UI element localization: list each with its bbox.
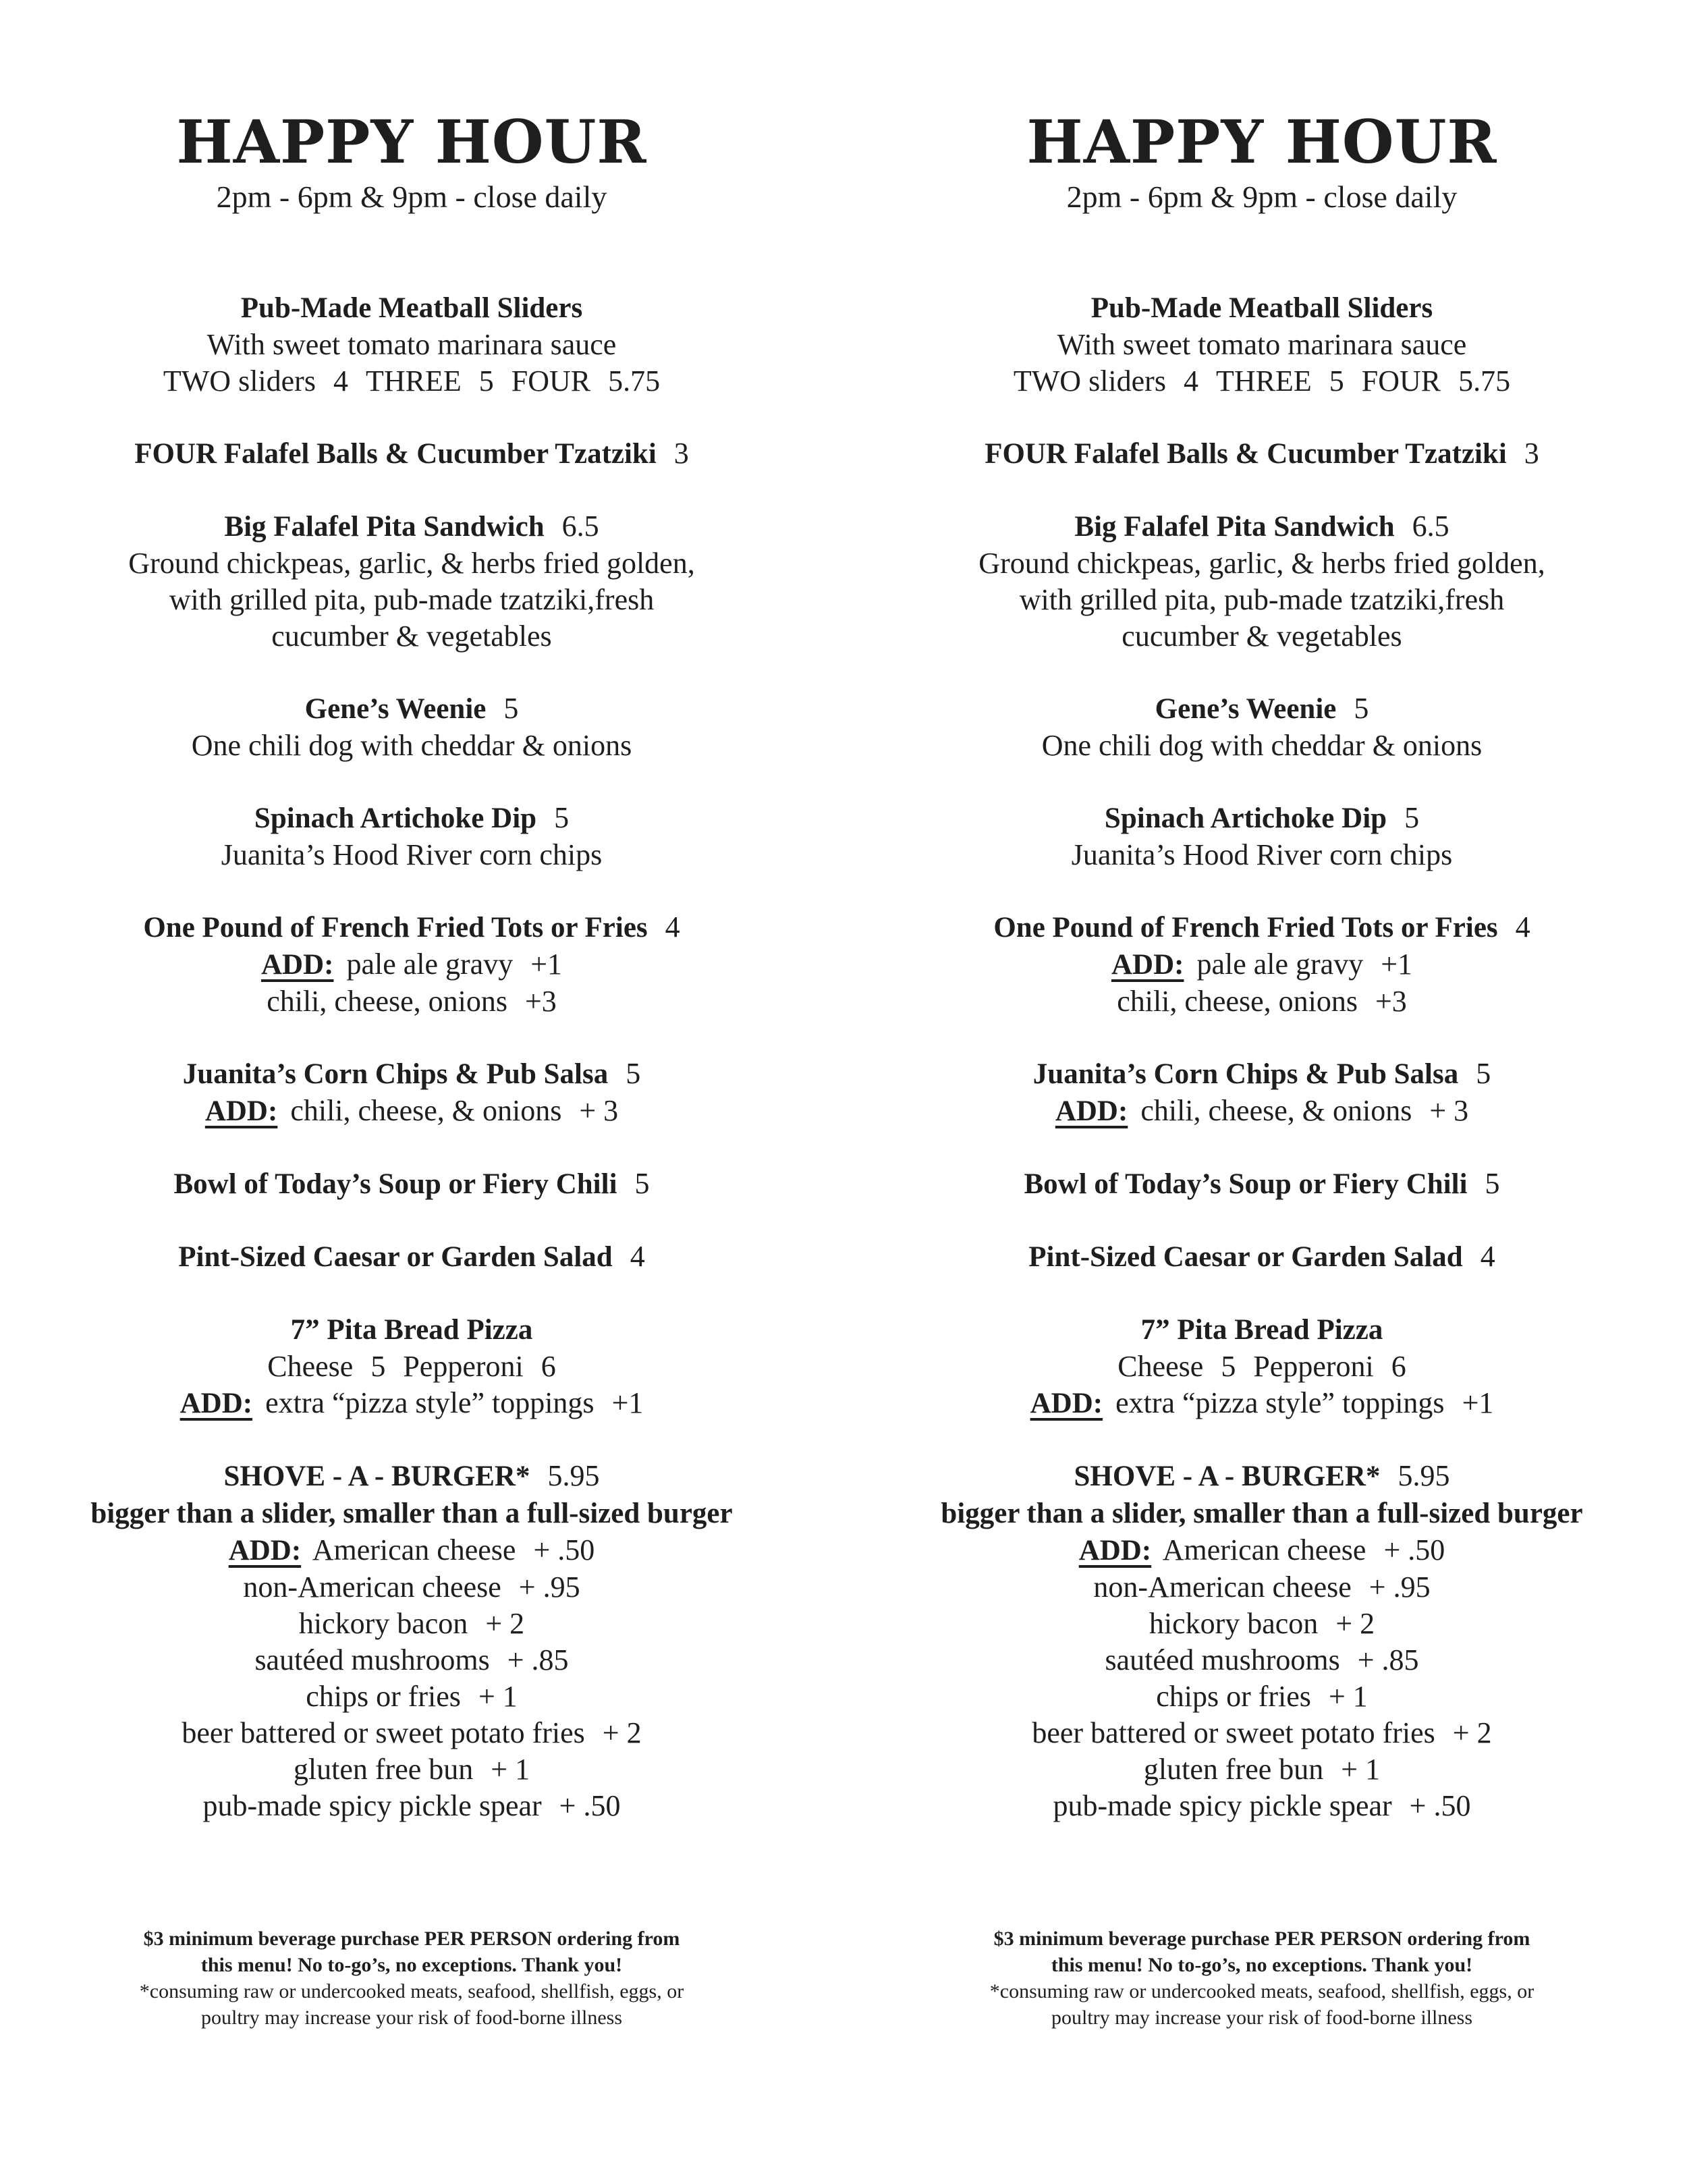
menu-items bbox=[850, 290, 1674, 1860]
menu-item-line bbox=[0, 618, 823, 655]
menu-items bbox=[0, 290, 823, 1860]
menu-item-line bbox=[0, 1751, 823, 1788]
item-price: + .85 bbox=[507, 1643, 569, 1676]
menu-item-line bbox=[850, 1238, 1674, 1276]
menu-item-line bbox=[850, 582, 1674, 618]
menu-item-line bbox=[850, 1056, 1674, 1093]
item-name: SHOVE - A - BURGER* bbox=[223, 1460, 530, 1492]
item-name: Gene’s Weenie bbox=[304, 693, 487, 725]
item-description: non-American cheese bbox=[1093, 1571, 1352, 1604]
item-price: +3 bbox=[1375, 985, 1407, 1018]
menu-item-line bbox=[0, 1385, 823, 1422]
item-description: One chili dog with cheddar & onions bbox=[191, 729, 632, 762]
item-name: bigger than a slider, smaller than a full-sized burger bbox=[941, 1498, 1583, 1529]
item-price: + 1 bbox=[1328, 1680, 1368, 1713]
item-name: Big Falafel Pita Sandwich bbox=[224, 511, 545, 543]
item-price: + 2 bbox=[602, 1716, 642, 1749]
menu-item-line bbox=[850, 1788, 1674, 1824]
menu-item-line bbox=[850, 909, 1674, 946]
item-name: Pint-Sized Caesar or Garden Salad bbox=[1028, 1241, 1463, 1273]
menu-item-line bbox=[0, 1569, 823, 1606]
item-price: 5 bbox=[634, 1167, 650, 1200]
item-name: One Pound of French Fried Tots or Fries bbox=[143, 912, 648, 944]
menu-item-line bbox=[850, 363, 1674, 400]
menu-item-line bbox=[0, 582, 823, 618]
menu-item-line bbox=[850, 728, 1674, 764]
item-price: 5.75 bbox=[608, 364, 661, 398]
item-price: + 1 bbox=[1341, 1753, 1381, 1786]
item-description: Cheese bbox=[267, 1350, 354, 1383]
menu-item-line bbox=[850, 983, 1674, 1020]
menu-item bbox=[0, 909, 823, 1020]
menu-item-line bbox=[850, 290, 1674, 327]
menu-item-line bbox=[850, 1678, 1674, 1715]
menu-item-line bbox=[850, 508, 1674, 545]
item-description: TWO sliders bbox=[1013, 364, 1166, 398]
item-name: bigger than a slider, smaller than a full-sized burger bbox=[90, 1498, 733, 1529]
item-price: 5 bbox=[1476, 1057, 1491, 1090]
item-price: + .50 bbox=[533, 1533, 595, 1566]
menu-item-line bbox=[0, 909, 823, 946]
item-name: Bowl of Today’s Soup or Fiery Chili bbox=[1024, 1168, 1468, 1200]
item-name: One Pound of French Fried Tots or Fries bbox=[993, 912, 1498, 944]
item-description: One chili dog with cheddar & onions bbox=[1041, 729, 1483, 762]
menu-item-line bbox=[850, 1348, 1674, 1385]
item-description: American cheese bbox=[1162, 1533, 1366, 1566]
item-price: 5 bbox=[1221, 1350, 1236, 1383]
menu-item bbox=[850, 1458, 1674, 1824]
menu-item-line bbox=[0, 1642, 823, 1678]
menu-item-line bbox=[850, 1458, 1674, 1495]
add-label: ADD: bbox=[179, 1388, 253, 1419]
item-description: chili, cheese, & onions bbox=[1140, 1094, 1412, 1127]
menu-item bbox=[850, 290, 1674, 400]
menu-item-line bbox=[0, 290, 823, 327]
item-price: 6 bbox=[541, 1350, 556, 1383]
item-price: +1 bbox=[611, 1386, 644, 1419]
footer-line1: $3 minimum beverage purchase PER PERSON ordering from bbox=[143, 1928, 680, 1950]
item-price: 4 bbox=[1183, 364, 1198, 398]
item-description: pale ale gravy bbox=[346, 948, 514, 981]
item-name: Juanita’s Corn Chips & Pub Salsa bbox=[182, 1058, 609, 1090]
item-name: FOUR Falafel Balls & Cucumber Tzatziki bbox=[985, 438, 1507, 470]
footer-line2: this menu! No to-go’s, no exceptions. Thank you! bbox=[1051, 1954, 1473, 1976]
item-description: beer battered or sweet potato fries bbox=[182, 1716, 585, 1749]
item-price: + .95 bbox=[1368, 1571, 1431, 1604]
menu-item-line bbox=[850, 327, 1674, 363]
menu-item-line bbox=[850, 1606, 1674, 1642]
item-description: hickory bacon bbox=[1149, 1607, 1319, 1640]
item-price: + 3 bbox=[1429, 1094, 1469, 1127]
item-description: sautéed mushrooms bbox=[254, 1643, 490, 1676]
item-price: 5 bbox=[554, 801, 570, 834]
item-price: 5 bbox=[626, 1057, 641, 1090]
item-price: 4 bbox=[665, 910, 680, 944]
item-name: Pint-Sized Caesar or Garden Salad bbox=[178, 1241, 613, 1273]
item-price: + 2 bbox=[1335, 1607, 1375, 1640]
menu-item bbox=[0, 1311, 823, 1422]
menu-item-line bbox=[0, 983, 823, 1020]
menu-item-line bbox=[850, 1642, 1674, 1678]
item-description: gluten free bun bbox=[1143, 1753, 1324, 1786]
item-price: + .50 bbox=[1383, 1533, 1445, 1566]
menu-item-line bbox=[0, 1606, 823, 1642]
item-description: TWO sliders bbox=[163, 364, 316, 398]
menu-item bbox=[0, 690, 823, 764]
menu-item-line bbox=[0, 545, 823, 582]
item-price: 6.5 bbox=[561, 510, 599, 543]
menu-item bbox=[0, 508, 823, 655]
menu-item-line bbox=[0, 1458, 823, 1495]
menu-item-line bbox=[0, 435, 823, 472]
item-price: 3 bbox=[673, 437, 689, 470]
item-name: Juanita’s Corn Chips & Pub Salsa bbox=[1032, 1058, 1459, 1090]
menu-item-line bbox=[0, 1093, 823, 1130]
item-name: Big Falafel Pita Sandwich bbox=[1074, 511, 1395, 543]
add-label: ADD: bbox=[1055, 1095, 1128, 1127]
menu-item-line bbox=[850, 837, 1674, 873]
menu-item-line bbox=[850, 1166, 1674, 1203]
item-description: hickory bacon bbox=[298, 1607, 468, 1640]
menu-item bbox=[0, 1238, 823, 1276]
item-price: 5.75 bbox=[1458, 364, 1511, 398]
add-label: ADD: bbox=[1030, 1388, 1103, 1419]
item-price: 4 bbox=[630, 1240, 645, 1273]
menu-item-line bbox=[0, 1532, 823, 1569]
menu-item-line bbox=[850, 545, 1674, 582]
item-price: 5 bbox=[1329, 364, 1344, 398]
menu-item bbox=[0, 800, 823, 873]
menu-title: HAPPY HOUR bbox=[1026, 107, 1497, 177]
menu-item-line bbox=[850, 946, 1674, 983]
item-price: 5 bbox=[478, 364, 494, 398]
menu-item bbox=[850, 435, 1674, 472]
item-name: 7” Pita Bread Pizza bbox=[1140, 1314, 1383, 1346]
item-description: extra “pizza style” toppings bbox=[265, 1386, 594, 1419]
footer-line2: this menu! No to-go’s, no exceptions. Thank you! bbox=[200, 1954, 623, 1976]
menu-item-line bbox=[0, 1495, 823, 1532]
item-name: Pub-Made Meatball Sliders bbox=[240, 292, 583, 324]
menu-item-line bbox=[850, 1569, 1674, 1606]
item-description: With sweet tomato marinara sauce bbox=[1057, 328, 1467, 361]
add-label: ADD: bbox=[260, 949, 334, 981]
menu-item-line bbox=[850, 618, 1674, 655]
item-description: THREE bbox=[365, 364, 462, 398]
item-description: pub-made spicy pickle spear bbox=[1053, 1789, 1392, 1822]
menu-item-line bbox=[0, 1166, 823, 1203]
menu-item bbox=[0, 1458, 823, 1824]
footer-notice bbox=[850, 1926, 1674, 2031]
item-price: + .50 bbox=[1409, 1789, 1471, 1822]
menu-item bbox=[0, 290, 823, 400]
item-price: 5 bbox=[370, 1350, 386, 1383]
menu-item-line bbox=[0, 1238, 823, 1276]
item-description: THREE bbox=[1215, 364, 1312, 398]
item-price: 4 bbox=[333, 364, 348, 398]
menu-item bbox=[850, 909, 1674, 1020]
item-description: chips or fries bbox=[1156, 1680, 1311, 1713]
menu-item-line bbox=[850, 1495, 1674, 1532]
menu-item-line bbox=[0, 728, 823, 764]
item-description: gluten free bun bbox=[293, 1753, 474, 1786]
menu-item bbox=[850, 508, 1674, 655]
item-price: + 3 bbox=[579, 1094, 619, 1127]
item-description: non-American cheese bbox=[243, 1571, 501, 1604]
menu-item-line bbox=[850, 1715, 1674, 1751]
item-description: pub-made spicy pickle spear bbox=[202, 1789, 542, 1822]
menu-item bbox=[0, 1166, 823, 1203]
item-price: + 2 bbox=[1452, 1716, 1492, 1749]
menu-item bbox=[850, 1056, 1674, 1130]
item-name: Bowl of Today’s Soup or Fiery Chili bbox=[173, 1168, 617, 1200]
item-description: chili, cheese, onions bbox=[267, 985, 507, 1018]
footer-line4: poultry may increase your risk of food-borne illness bbox=[200, 2006, 622, 2029]
item-description: Juanita’s Hood River corn chips bbox=[221, 838, 603, 871]
item-price: + .85 bbox=[1357, 1643, 1419, 1676]
menu-item-line bbox=[850, 1385, 1674, 1422]
item-description: Juanita’s Hood River corn chips bbox=[1071, 838, 1453, 871]
item-price: 3 bbox=[1524, 437, 1539, 470]
item-description: With sweet tomato marinara sauce bbox=[206, 328, 617, 361]
menu-item-line bbox=[0, 837, 823, 873]
item-description: chips or fries bbox=[306, 1680, 461, 1713]
sirved-watermark-logo: sirved bbox=[1026, 2050, 1362, 2168]
footer-line3: *consuming raw or undercooked meats, seafood, shellfish, eggs, or bbox=[139, 1980, 684, 2002]
menu-item-line bbox=[0, 1056, 823, 1093]
item-description: Pepperoni bbox=[403, 1350, 524, 1383]
item-price: 4 bbox=[1515, 910, 1530, 944]
item-description: FOUR bbox=[1361, 364, 1441, 398]
item-price: 5.95 bbox=[1398, 1459, 1450, 1492]
item-name: 7” Pita Bread Pizza bbox=[290, 1314, 533, 1346]
menu-item-line bbox=[0, 690, 823, 728]
item-description: with grilled pita, pub-made tzatziki,fresh bbox=[1019, 583, 1505, 616]
menu-item-line bbox=[850, 1751, 1674, 1788]
menu-item-line bbox=[0, 508, 823, 545]
item-description: Ground chickpeas, garlic, & herbs fried golden, bbox=[978, 547, 1545, 580]
item-price: 6.5 bbox=[1412, 510, 1449, 543]
happy-hour-times: 2pm - 6pm & 9pm - close daily bbox=[1066, 180, 1458, 214]
menu-item-line bbox=[850, 690, 1674, 728]
item-description: chili, cheese, & onions bbox=[290, 1094, 562, 1127]
menu-item-line bbox=[0, 1311, 823, 1348]
item-description: Cheese bbox=[1117, 1350, 1204, 1383]
item-price: + 1 bbox=[478, 1680, 518, 1713]
item-price: +3 bbox=[524, 985, 557, 1018]
item-description: Ground chickpeas, garlic, & herbs fried golden, bbox=[128, 547, 695, 580]
item-description: pale ale gravy bbox=[1196, 948, 1364, 981]
item-price: 5 bbox=[1404, 801, 1420, 834]
item-price: 6 bbox=[1391, 1350, 1406, 1383]
footer-line3: *consuming raw or undercooked meats, seafood, shellfish, eggs, or bbox=[989, 1980, 1534, 2002]
menu-item-line bbox=[850, 1311, 1674, 1348]
item-price: 5.95 bbox=[547, 1459, 600, 1492]
menu-item-line bbox=[850, 800, 1674, 837]
menu-item bbox=[850, 1166, 1674, 1203]
happy-hour-times: 2pm - 6pm & 9pm - close daily bbox=[216, 180, 607, 214]
item-name: SHOVE - A - BURGER* bbox=[1074, 1460, 1381, 1492]
menu-item-line bbox=[850, 435, 1674, 472]
item-price: 4 bbox=[1480, 1240, 1495, 1273]
item-price: + .50 bbox=[559, 1789, 621, 1822]
menu-item-line bbox=[0, 363, 823, 400]
add-label: ADD: bbox=[204, 1095, 278, 1127]
item-price: +1 bbox=[1381, 948, 1413, 981]
item-name: Gene’s Weenie bbox=[1155, 693, 1337, 725]
menu-item-line bbox=[850, 1093, 1674, 1130]
item-description: cucumber & vegetables bbox=[1122, 620, 1402, 653]
item-description: chili, cheese, onions bbox=[1117, 985, 1358, 1018]
menu-item bbox=[0, 1056, 823, 1130]
menu-item-line bbox=[0, 1678, 823, 1715]
item-price: 5 bbox=[1485, 1167, 1500, 1200]
item-description: Pepperoni bbox=[1253, 1350, 1374, 1383]
footer-line1: $3 minimum beverage purchase PER PERSON ordering from bbox=[993, 1928, 1530, 1950]
item-description: extra “pizza style” toppings bbox=[1115, 1386, 1445, 1419]
add-label: ADD: bbox=[1111, 949, 1184, 981]
footer-notice bbox=[0, 1926, 823, 2031]
footer-line4: poultry may increase your risk of food-borne illness bbox=[1051, 2006, 1472, 2029]
menu-item-line bbox=[0, 1788, 823, 1824]
menu-title: HAPPY HOUR bbox=[176, 107, 647, 177]
menu-item-line bbox=[0, 1348, 823, 1385]
menu-item-line bbox=[0, 946, 823, 983]
item-price: + 2 bbox=[485, 1607, 525, 1640]
item-price: +1 bbox=[1462, 1386, 1494, 1419]
menu-item-line bbox=[850, 1532, 1674, 1569]
item-name: Spinach Artichoke Dip bbox=[1104, 802, 1387, 834]
menu-item bbox=[850, 690, 1674, 764]
item-description: American cheese bbox=[312, 1533, 516, 1566]
menu-item-line bbox=[0, 1715, 823, 1751]
menu-item-line bbox=[0, 800, 823, 837]
item-price: 5 bbox=[503, 692, 519, 725]
item-name: FOUR Falafel Balls & Cucumber Tzatziki bbox=[134, 438, 657, 470]
menu-item bbox=[850, 800, 1674, 873]
item-description: FOUR bbox=[511, 364, 591, 398]
menu-item-line bbox=[0, 327, 823, 363]
item-price: + 1 bbox=[491, 1753, 530, 1786]
item-name: Spinach Artichoke Dip bbox=[254, 802, 537, 834]
item-description: sautéed mushrooms bbox=[1105, 1643, 1340, 1676]
item-description: beer battered or sweet potato fries bbox=[1032, 1716, 1435, 1749]
menu-item bbox=[0, 435, 823, 472]
item-description: with grilled pita, pub-made tzatziki,fresh bbox=[169, 583, 655, 616]
item-price: 5 bbox=[1354, 692, 1369, 725]
add-label: ADD: bbox=[228, 1535, 302, 1566]
item-description: cucumber & vegetables bbox=[271, 620, 552, 653]
item-price: +1 bbox=[530, 948, 563, 981]
menu-item bbox=[850, 1238, 1674, 1276]
item-name: Pub-Made Meatball Sliders bbox=[1090, 292, 1433, 324]
menu-item bbox=[850, 1311, 1674, 1422]
add-label: ADD: bbox=[1078, 1535, 1152, 1566]
item-price: + .95 bbox=[518, 1571, 580, 1604]
